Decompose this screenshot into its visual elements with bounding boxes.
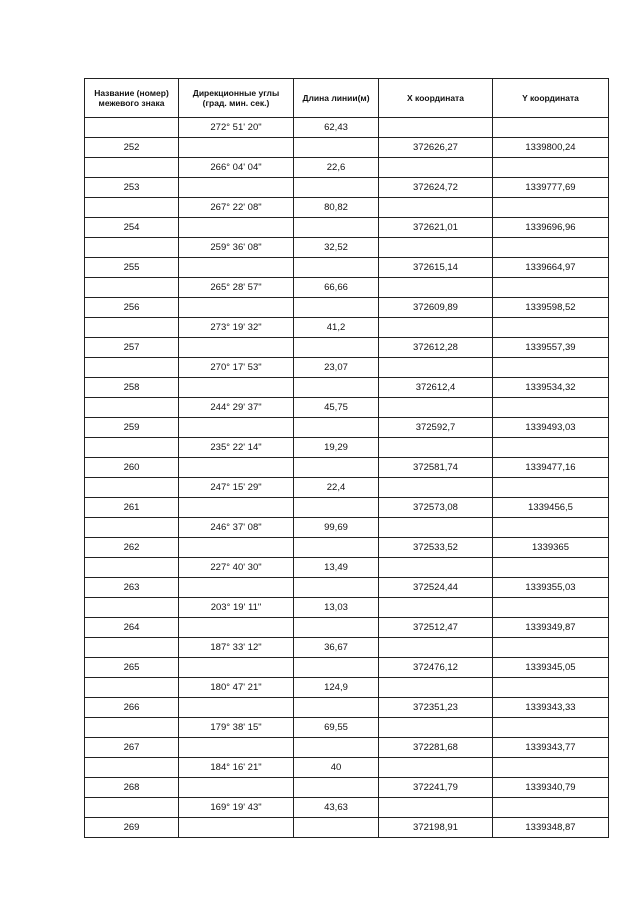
cell-angle: [179, 698, 294, 718]
cell-length: 22,4: [294, 478, 379, 498]
cell-x-coordinate: [379, 358, 493, 378]
cell-x-coordinate: 372281,68: [379, 738, 493, 758]
table-row: [85, 818, 609, 838]
cell-angle: [179, 338, 294, 358]
cell-angle: 273° 19' 32": [179, 318, 294, 338]
table-row: [85, 698, 609, 718]
table-row: [85, 578, 609, 598]
cell-x-coordinate: 372624,72: [379, 178, 493, 198]
cell-name: [85, 558, 179, 578]
cell-length: [294, 378, 379, 398]
cell-name: 252: [85, 138, 179, 158]
cell-y-coordinate: 1339557,39: [493, 338, 609, 358]
cell-y-coordinate: 1339355,03: [493, 578, 609, 598]
cell-angle: [179, 538, 294, 558]
cell-name: 266: [85, 698, 179, 718]
cell-name: [85, 598, 179, 618]
cell-y-coordinate: [493, 678, 609, 698]
cell-x-coordinate: 372621,01: [379, 218, 493, 238]
cell-y-coordinate: 1339343,33: [493, 698, 609, 718]
cell-x-coordinate: 372351,23: [379, 698, 493, 718]
table-row: [85, 678, 609, 698]
cell-x-coordinate: [379, 238, 493, 258]
cell-length: [294, 738, 379, 758]
cell-angle: 265° 28' 57": [179, 278, 294, 298]
cell-x-coordinate: [379, 558, 493, 578]
cell-x-coordinate: 372476,12: [379, 658, 493, 678]
cell-name: 255: [85, 258, 179, 278]
cell-name: [85, 678, 179, 698]
cell-y-coordinate: [493, 758, 609, 778]
cell-x-coordinate: [379, 318, 493, 338]
cell-name: 265: [85, 658, 179, 678]
cell-length: [294, 538, 379, 558]
cell-length: 23,07: [294, 358, 379, 378]
cell-angle: [179, 658, 294, 678]
cell-x-coordinate: [379, 158, 493, 178]
cell-angle: 184° 16' 21": [179, 758, 294, 778]
cell-x-coordinate: 372626,27: [379, 138, 493, 158]
cell-y-coordinate: 1339340,79: [493, 778, 609, 798]
cell-name: [85, 278, 179, 298]
table-row: [85, 478, 609, 498]
cell-length: 124,9: [294, 678, 379, 698]
cell-x-coordinate: 372581,74: [379, 458, 493, 478]
cell-x-coordinate: 372612,28: [379, 338, 493, 358]
table-row: [85, 258, 609, 278]
cell-name: [85, 758, 179, 778]
cell-x-coordinate: [379, 598, 493, 618]
cell-x-coordinate: [379, 518, 493, 538]
cell-length: [294, 418, 379, 438]
cell-name: [85, 118, 179, 138]
table-row: [85, 418, 609, 438]
cell-angle: 227° 40' 30": [179, 558, 294, 578]
table-header-row: [85, 79, 609, 118]
table-row: [85, 638, 609, 658]
cell-length: 66,66: [294, 278, 379, 298]
cell-y-coordinate: [493, 198, 609, 218]
cell-length: 19,29: [294, 438, 379, 458]
boundary-coordinates-table: [84, 78, 609, 838]
cell-y-coordinate: 1339696,96: [493, 218, 609, 238]
cell-angle: 203° 19' 11": [179, 598, 294, 618]
cell-name: [85, 318, 179, 338]
cell-x-coordinate: 372524,44: [379, 578, 493, 598]
cell-y-coordinate: 1339777,69: [493, 178, 609, 198]
cell-y-coordinate: 1339343,77: [493, 738, 609, 758]
cell-x-coordinate: 372573,08: [379, 498, 493, 518]
cell-angle: [179, 298, 294, 318]
cell-y-coordinate: [493, 438, 609, 458]
cell-length: 22,6: [294, 158, 379, 178]
cell-x-coordinate: [379, 438, 493, 458]
table-row: [85, 398, 609, 418]
cell-angle: 235° 22' 14": [179, 438, 294, 458]
cell-angle: 180° 47' 21": [179, 678, 294, 698]
cell-x-coordinate: [379, 758, 493, 778]
cell-angle: 247° 15' 29": [179, 478, 294, 498]
cell-length: [294, 338, 379, 358]
cell-angle: [179, 498, 294, 518]
cell-angle: 259° 36' 08": [179, 238, 294, 258]
table-row: [85, 278, 609, 298]
cell-angle: 267° 22' 08": [179, 198, 294, 218]
cell-y-coordinate: 1339365: [493, 538, 609, 558]
cell-name: 263: [85, 578, 179, 598]
cell-x-coordinate: 372198,91: [379, 818, 493, 838]
cell-y-coordinate: 1339493,03: [493, 418, 609, 438]
table-row: [85, 518, 609, 538]
cell-name: [85, 798, 179, 818]
table-row: [85, 798, 609, 818]
cell-length: 36,67: [294, 638, 379, 658]
header-x: X координата: [379, 79, 493, 118]
table-row: [85, 438, 609, 458]
cell-length: [294, 578, 379, 598]
cell-length: 69,55: [294, 718, 379, 738]
cell-name: [85, 358, 179, 378]
cell-length: [294, 298, 379, 318]
cell-x-coordinate: [379, 118, 493, 138]
cell-x-coordinate: [379, 638, 493, 658]
cell-length: 99,69: [294, 518, 379, 538]
cell-angle: [179, 138, 294, 158]
table-row: [85, 118, 609, 138]
cell-name: [85, 518, 179, 538]
cell-y-coordinate: [493, 638, 609, 658]
cell-x-coordinate: 372533,52: [379, 538, 493, 558]
cell-y-coordinate: [493, 398, 609, 418]
cell-length: 43,63: [294, 798, 379, 818]
cell-length: [294, 458, 379, 478]
cell-x-coordinate: [379, 278, 493, 298]
table-row: [85, 658, 609, 678]
cell-y-coordinate: 1339345,05: [493, 658, 609, 678]
table-row: [85, 498, 609, 518]
table-row: [85, 238, 609, 258]
cell-angle: 179° 38' 15": [179, 718, 294, 738]
cell-length: 13,49: [294, 558, 379, 578]
cell-x-coordinate: 372615,14: [379, 258, 493, 278]
cell-name: 260: [85, 458, 179, 478]
cell-length: [294, 658, 379, 678]
cell-y-coordinate: [493, 798, 609, 818]
cell-name: [85, 718, 179, 738]
cell-length: [294, 818, 379, 838]
cell-y-coordinate: [493, 158, 609, 178]
cell-length: [294, 178, 379, 198]
cell-length: [294, 698, 379, 718]
table-row: [85, 458, 609, 478]
table-row: [85, 218, 609, 238]
cell-name: 268: [85, 778, 179, 798]
table-row: [85, 178, 609, 198]
cell-length: [294, 498, 379, 518]
cell-x-coordinate: [379, 478, 493, 498]
cell-angle: 270° 17' 53": [179, 358, 294, 378]
cell-x-coordinate: [379, 198, 493, 218]
cell-y-coordinate: 1339664,97: [493, 258, 609, 278]
cell-name: 267: [85, 738, 179, 758]
cell-length: [294, 258, 379, 278]
cell-y-coordinate: 1339800,24: [493, 138, 609, 158]
cell-name: [85, 158, 179, 178]
cell-name: [85, 438, 179, 458]
cell-angle: [179, 578, 294, 598]
table-row: [85, 738, 609, 758]
table-row: [85, 618, 609, 638]
cell-y-coordinate: 1339348,87: [493, 818, 609, 838]
table-row: [85, 318, 609, 338]
cell-y-coordinate: 1339598,52: [493, 298, 609, 318]
cell-x-coordinate: 372612,4: [379, 378, 493, 398]
cell-name: [85, 238, 179, 258]
cell-x-coordinate: [379, 398, 493, 418]
cell-y-coordinate: [493, 238, 609, 258]
cell-angle: [179, 418, 294, 438]
cell-y-coordinate: [493, 478, 609, 498]
cell-angle: [179, 738, 294, 758]
cell-x-coordinate: 372592,7: [379, 418, 493, 438]
cell-name: 259: [85, 418, 179, 438]
header-length: Длина линии(м): [294, 79, 379, 118]
cell-angle: 266° 04' 04": [179, 158, 294, 178]
cell-length: [294, 218, 379, 238]
cell-x-coordinate: [379, 798, 493, 818]
table-row: [85, 298, 609, 318]
boundary-coordinates-sheet: [84, 78, 608, 838]
cell-name: [85, 478, 179, 498]
cell-name: 253: [85, 178, 179, 198]
cell-length: 80,82: [294, 198, 379, 218]
cell-name: 254: [85, 218, 179, 238]
cell-name: [85, 398, 179, 418]
cell-name: 256: [85, 298, 179, 318]
cell-y-coordinate: [493, 598, 609, 618]
cell-name: [85, 198, 179, 218]
table-row: [85, 158, 609, 178]
cell-y-coordinate: [493, 718, 609, 738]
cell-x-coordinate: [379, 718, 493, 738]
cell-name: 257: [85, 338, 179, 358]
table-row: [85, 198, 609, 218]
cell-y-coordinate: [493, 318, 609, 338]
cell-y-coordinate: [493, 118, 609, 138]
cell-length: [294, 138, 379, 158]
table-body: [85, 118, 609, 838]
table-row: [85, 718, 609, 738]
table-row: [85, 558, 609, 578]
cell-length: [294, 618, 379, 638]
table-row: [85, 758, 609, 778]
cell-angle: [179, 778, 294, 798]
cell-y-coordinate: [493, 358, 609, 378]
table-row: [85, 598, 609, 618]
cell-name: 258: [85, 378, 179, 398]
cell-angle: [179, 258, 294, 278]
cell-length: 13,03: [294, 598, 379, 618]
table-row: [85, 138, 609, 158]
cell-name: [85, 638, 179, 658]
cell-name: 262: [85, 538, 179, 558]
table-row: [85, 538, 609, 558]
cell-length: 40: [294, 758, 379, 778]
cell-angle: 272° 51' 20": [179, 118, 294, 138]
cell-length: 32,52: [294, 238, 379, 258]
cell-angle: [179, 818, 294, 838]
cell-angle: [179, 458, 294, 478]
cell-y-coordinate: 1339349,87: [493, 618, 609, 638]
cell-x-coordinate: 372609,89: [379, 298, 493, 318]
cell-y-coordinate: 1339456,5: [493, 498, 609, 518]
header-y: Y координата: [493, 79, 609, 118]
cell-angle: [179, 378, 294, 398]
cell-x-coordinate: [379, 678, 493, 698]
header-angle: Дирекционные углы (град. мин. сек.): [179, 79, 294, 118]
cell-length: 62,43: [294, 118, 379, 138]
cell-angle: [179, 178, 294, 198]
cell-angle: 187° 33' 12": [179, 638, 294, 658]
cell-angle: 246° 37' 08": [179, 518, 294, 538]
cell-y-coordinate: 1339477,16: [493, 458, 609, 478]
header-name: Название (номер) межевого знака: [85, 79, 179, 118]
cell-angle: [179, 618, 294, 638]
cell-length: 41,2: [294, 318, 379, 338]
cell-length: 45,75: [294, 398, 379, 418]
cell-y-coordinate: [493, 558, 609, 578]
table-row: [85, 778, 609, 798]
cell-y-coordinate: [493, 278, 609, 298]
table-row: [85, 358, 609, 378]
table-row: [85, 378, 609, 398]
cell-angle: 244° 29' 37": [179, 398, 294, 418]
cell-y-coordinate: [493, 518, 609, 538]
cell-angle: 169° 19' 43": [179, 798, 294, 818]
cell-length: [294, 778, 379, 798]
cell-name: 269: [85, 818, 179, 838]
table-row: [85, 338, 609, 358]
cell-name: 264: [85, 618, 179, 638]
cell-x-coordinate: 372512,47: [379, 618, 493, 638]
cell-x-coordinate: 372241,79: [379, 778, 493, 798]
cell-name: 261: [85, 498, 179, 518]
cell-y-coordinate: 1339534,32: [493, 378, 609, 398]
cell-angle: [179, 218, 294, 238]
